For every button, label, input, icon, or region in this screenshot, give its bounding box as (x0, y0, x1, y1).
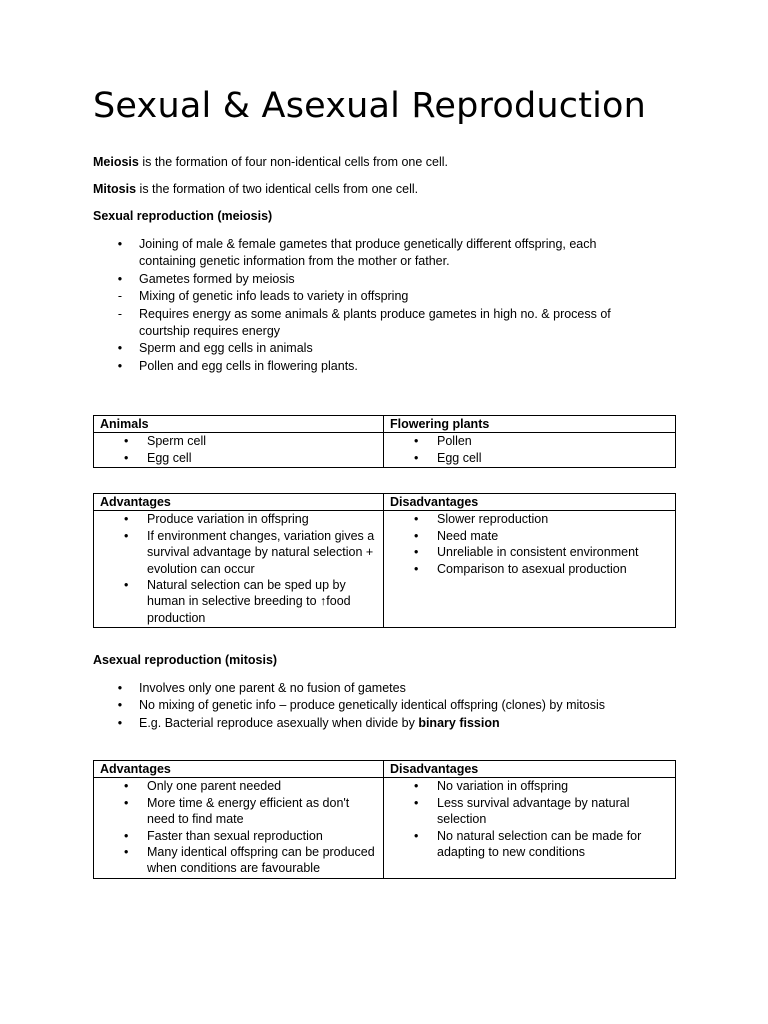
list-item: • Unreliable in consistent environment (414, 545, 639, 560)
table-cell (384, 778, 676, 878)
table-header: Animals (94, 416, 384, 433)
table-header: Disadvantages (384, 494, 676, 511)
list-item: • Egg cell (414, 450, 482, 465)
list-item: • No mixing of genetic info – produce genetically identical offspring (clones) by mitosis (117, 698, 605, 713)
list-item: • Sperm and egg cells in animals (117, 341, 313, 356)
gametes-table (93, 415, 676, 468)
list-item: • Joining of male & female gametes that produce genetically different offspring, each containing genetic information from the mother or father. (117, 237, 597, 269)
table-cell (94, 511, 384, 628)
list-item: • Only one parent needed (124, 779, 282, 794)
list-item: • Sperm cell (124, 434, 207, 449)
table-cell (94, 778, 384, 878)
asexual-reproduction-list (93, 680, 653, 732)
list-item: • Produce variation in offspring (124, 512, 309, 527)
asexual-pros-cons-table (93, 760, 676, 879)
list-item: • No natural selection can be made for adapting to new conditions (414, 828, 642, 860)
meiosis-term: Meiosis (93, 155, 139, 169)
table-header: Advantages (94, 761, 384, 778)
list-item: • Faster than sexual reproduction (124, 828, 323, 843)
list-item: • Egg cell (124, 450, 192, 465)
list-item: • Less survival advantage by natural selection (414, 795, 630, 827)
list-item: - Requires energy as some animals & plants produce gametes in high no. & process of courtship requires energy (117, 306, 611, 339)
list-item: - Mixing of genetic info leads to variety in offspring (117, 289, 409, 304)
list-item: • Pollen (414, 434, 472, 449)
mitosis-definition: Mitosis is the formation of two identical cells from one cell. (93, 182, 419, 196)
table-header: Advantages (94, 494, 384, 511)
table-cell (384, 511, 676, 628)
list-item: • Slower reproduction (414, 512, 549, 527)
table-header: Disadvantages (384, 761, 676, 778)
document-title: Sexual & Asexual Reproduction (93, 86, 647, 126)
list-item: • More time & energy efficient as don't need to find mate (124, 795, 350, 827)
list-item: • Natural selection can be sped up by human in selective breeding to ↑food production (124, 578, 351, 625)
list-item: • Many identical offspring can be produced when conditions are favourable (124, 845, 375, 876)
table-cell (384, 433, 676, 468)
list-item: • Pollen and egg cells in flowering plants. (117, 358, 358, 373)
list-item: • Involves only one parent & no fusion of gametes (117, 681, 406, 695)
list-item: • If environment changes, variation gives a survival advantage by natural selection + evolution can occur (124, 528, 375, 576)
sexual-reproduction-list (93, 236, 653, 375)
list-item: • Need mate (414, 528, 499, 543)
sexual-pros-cons-table (93, 493, 676, 628)
list-item: • No variation in offspring (414, 779, 569, 794)
list-item: • Comparison to asexual production (414, 561, 627, 576)
list-item: • E.g. Bacterial reproduce asexually when divide by binary fission (117, 715, 500, 730)
table-cell (94, 433, 384, 468)
sexual-reproduction-heading: Sexual reproduction (meiosis) (93, 209, 273, 223)
list-item: • Gametes formed by meiosis (117, 271, 295, 286)
asexual-reproduction-heading: Asexual reproduction (mitosis) (93, 653, 278, 667)
meiosis-definition: Meiosis is the formation of four non-identical cells from one cell. (93, 155, 449, 169)
table-header: Flowering plants (384, 416, 676, 433)
mitosis-term: Mitosis (93, 182, 137, 196)
